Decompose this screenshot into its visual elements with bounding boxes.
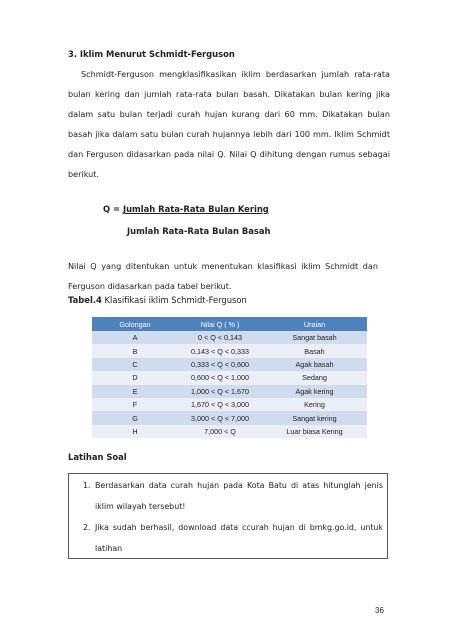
cell-golongan: F [92, 398, 178, 411]
cell-uraian: Agak kering [262, 385, 367, 398]
cell-uraian: Basah [262, 344, 367, 357]
cell-nilai-q: 0,143 < Q < 0,333 [178, 344, 262, 357]
cell-nilai-q: 0,333 < Q < 0,600 [178, 358, 262, 371]
cell-golongan: B [92, 344, 178, 357]
intro-paragraph-text: Schmidt-Ferguson mengklasifikasikan iklim berdasarkan jumlah rata-rata bulan kering dan jumlah rata-rata bulan basah. Dikatakan bulan kering jika dalam satu bulan terjadi curah hujan kurang dari 60 mm. Dikatakan bulan basah jika dalam satu bulan curah hujannya lebih dari 100 mm. Iklim Schmidt dan Ferguson didasarkan pada nilai Q. Nilai Q dihitung dengan rumus sebagai berikut. [68, 69, 390, 179]
table-row [92, 411, 367, 424]
table-header-row [92, 317, 367, 331]
table-caption [68, 295, 247, 305]
cell-golongan: G [92, 411, 178, 424]
cell-uraian: Sangat kering [262, 411, 367, 424]
formula-numerator: Jumlah Rata-Rata Bulan Kering [122, 204, 269, 214]
exercise-item-number: 1. [83, 481, 91, 490]
table-row [92, 371, 367, 384]
section-heading: 3. Iklim Menurut Schmidt-Ferguson [68, 49, 235, 59]
table-row [92, 358, 367, 371]
table-caption-label: Tabel.4 [68, 295, 102, 305]
cell-nilai-q: 1,000 < Q < 1,670 [178, 385, 262, 398]
table-row [92, 344, 367, 357]
cell-nilai-q: 7,000 < Q [178, 425, 262, 438]
cell-uraian: Luar biasa Kering [262, 425, 367, 438]
cell-nilai-q: 0,600 < Q < 1,000 [178, 371, 262, 384]
exercise-item [83, 475, 383, 517]
table-row [92, 385, 367, 398]
cell-golongan: E [92, 385, 178, 398]
cell-uraian: Agak basah [262, 358, 367, 371]
exercise-item-text: Jika sudah berhasil, download data ccurah hujan di bmkg.go.id, untuk latihan [95, 523, 383, 553]
formula-lhs: Q = [103, 204, 123, 214]
cell-golongan: D [92, 371, 178, 384]
formula-denominator: Jumlah Rata-Rata Bulan Basah [127, 226, 271, 236]
header-nilai-q: Nilai Q ( % ) [178, 317, 262, 331]
cell-golongan: A [92, 331, 178, 344]
classification-table [92, 317, 367, 438]
cell-uraian: Sedang [262, 371, 367, 384]
exercise-heading: Latihan Soal [68, 452, 127, 462]
table-row [92, 398, 367, 411]
table-row [92, 331, 367, 344]
table-intro-paragraph: Nilai Q yang ditentukan untuk menentukan klasifikasi iklim Schmidt dan Ferguson didasarkan pada tabel berikut. [68, 261, 378, 291]
cell-nilai-q: 0 < Q < 0,143 [178, 331, 262, 344]
header-golongan: Golongan [92, 317, 178, 331]
exercise-box [68, 473, 388, 559]
cell-uraian: Kering [262, 398, 367, 411]
cell-nilai-q: 1,670 < Q < 3,000 [178, 398, 262, 411]
cell-nilai-q: 3,000 < Q < 7,000 [178, 411, 262, 424]
cell-uraian: Sangat basah [262, 331, 367, 344]
intro-paragraph [68, 64, 390, 184]
page-number: 36 [375, 606, 384, 615]
header-uraian: Uraian [262, 317, 367, 331]
exercise-list [83, 475, 383, 559]
exercise-item-text: Berdasarkan data curah hujan pada Kota Batu di atas hitunglah jenis iklim wilayah tersebut! [95, 481, 383, 511]
table-caption-text: Klasifikasi iklim Schmidt-Ferguson [101, 295, 247, 305]
cell-golongan: H [92, 425, 178, 438]
formula-numerator-line [103, 204, 269, 214]
exercise-item [83, 517, 383, 559]
table-row [92, 425, 367, 438]
exercise-item-number: 2. [83, 523, 91, 532]
cell-golongan: C [92, 358, 178, 371]
